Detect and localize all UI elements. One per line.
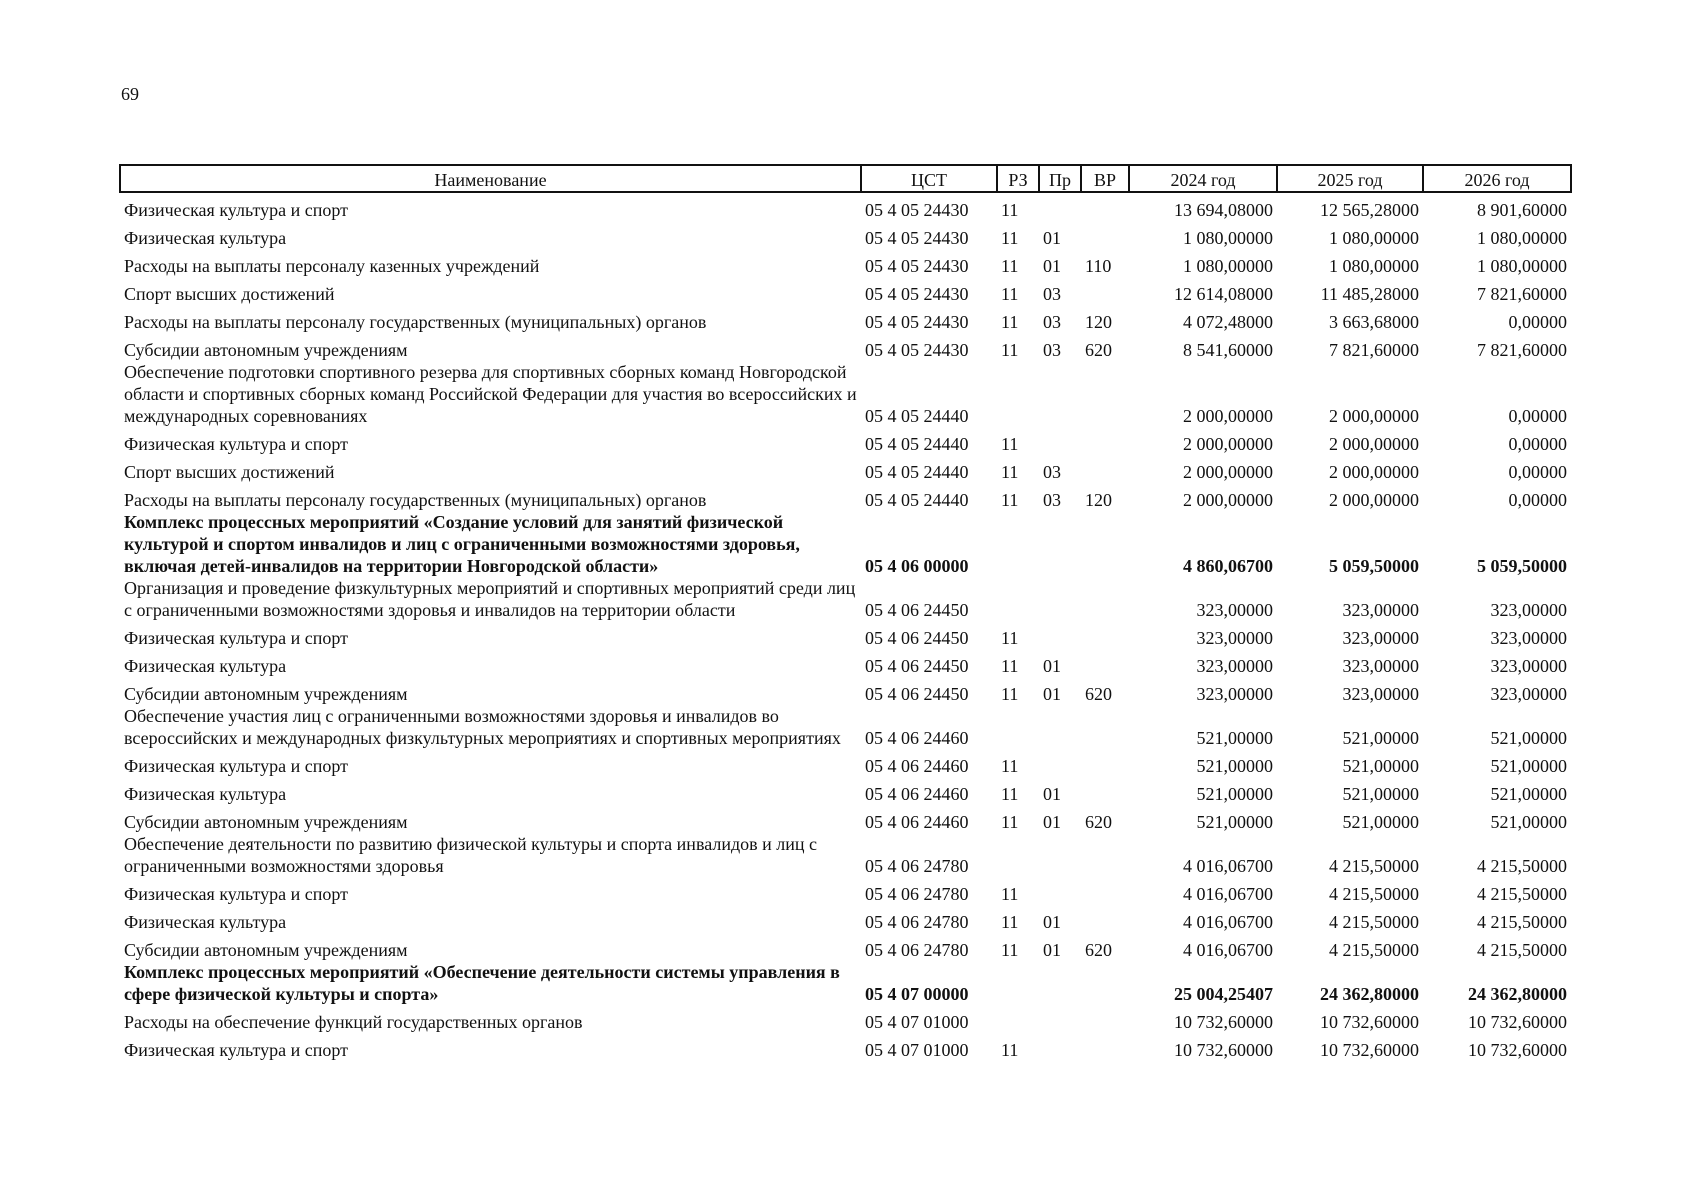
cell-vr — [1081, 1005, 1129, 1033]
cell-name: Спорт высших достижений — [124, 462, 335, 482]
cell-cst: 05 4 06 00000 — [865, 556, 969, 576]
cell-cst: 05 4 06 24780 — [865, 940, 969, 960]
cell-y2026: 0,00000 — [1508, 312, 1567, 332]
cell-vr — [1081, 877, 1129, 905]
cell-cst: 05 4 06 24780 — [865, 912, 969, 932]
cell-name: Расходы на обеспечение функций государственных органов — [124, 1012, 583, 1032]
cell-vr — [1081, 221, 1129, 249]
cell-pr: 01 — [1043, 812, 1061, 832]
table-row — [120, 805, 1571, 833]
cell-name: Физическая культура и спорт — [124, 200, 349, 220]
cell-name: Физическая культура — [124, 228, 287, 248]
cell-cst: 05 4 05 24440 — [865, 462, 969, 482]
cell-vr — [1081, 777, 1129, 805]
cell-y2024: 323,00000 — [1196, 600, 1273, 620]
cell-pr — [1039, 1005, 1081, 1033]
cell-cst: 05 4 05 24440 — [865, 406, 969, 426]
cell-rz: 11 — [1001, 884, 1019, 904]
header-2025: 2025 год — [1277, 165, 1423, 192]
table-row — [120, 361, 1571, 427]
cell-pr: 03 — [1043, 462, 1061, 482]
cell-vr — [1081, 621, 1129, 649]
cell-vr — [1081, 905, 1129, 933]
table-row — [120, 933, 1571, 961]
table-row — [120, 427, 1571, 455]
cell-y2025: 5 059,50000 — [1329, 556, 1419, 576]
cell-y2026: 4 215,50000 — [1477, 884, 1567, 904]
cell-cst: 05 4 06 24450 — [865, 684, 969, 704]
cell-y2025: 2 000,00000 — [1329, 490, 1419, 510]
cell-vr: 620 — [1085, 940, 1112, 960]
cell-y2025: 10 732,60000 — [1320, 1040, 1419, 1060]
cell-y2025: 7 821,60000 — [1329, 340, 1419, 360]
cell-y2026: 323,00000 — [1490, 684, 1567, 704]
cell-y2026: 8 901,60000 — [1477, 200, 1567, 220]
table-row — [120, 777, 1571, 805]
cell-y2024: 1 080,00000 — [1183, 256, 1273, 276]
cell-y2024: 521,00000 — [1196, 728, 1273, 748]
cell-y2024: 323,00000 — [1196, 656, 1273, 676]
cell-rz: 11 — [1001, 1040, 1019, 1060]
cell-pr: 03 — [1043, 340, 1061, 360]
cell-y2026: 24 362,80000 — [1468, 984, 1567, 1004]
cell-name: Расходы на выплаты персоналу государственных (муниципальных) органов — [124, 490, 707, 510]
cell-rz: 11 — [1001, 312, 1019, 332]
cell-rz: 11 — [1001, 256, 1019, 276]
cell-rz: 11 — [1001, 200, 1019, 220]
cell-vr — [1081, 511, 1129, 577]
cell-y2025: 4 215,50000 — [1329, 912, 1419, 932]
cell-y2025: 1 080,00000 — [1329, 228, 1419, 248]
cell-y2024: 2 000,00000 — [1183, 490, 1273, 510]
table-row — [120, 621, 1571, 649]
cell-cst: 05 4 05 24430 — [865, 312, 969, 332]
cell-y2026: 0,00000 — [1508, 434, 1567, 454]
cell-vr — [1081, 1033, 1129, 1061]
cell-cst: 05 4 06 24460 — [865, 812, 969, 832]
cell-name: Организация и проведение физкультурных мероприятий и спортивных мероприятий среди лиц с ограниченными возможностями здоровья и инвалидов на территории области — [124, 578, 856, 620]
cell-name: Комплекс процессных мероприятий «Создание условий для занятий физической культурой и спортом инвалидов и лиц с ограниченными возможностями здоровья, включая детей-инвалидов на территории Новгородской области» — [124, 512, 800, 576]
cell-name: Субсидии автономным учреждениям — [124, 684, 408, 704]
cell-y2026: 323,00000 — [1490, 628, 1567, 648]
cell-pr — [1039, 427, 1081, 455]
cell-y2024: 8 541,60000 — [1183, 340, 1273, 360]
cell-pr: 01 — [1043, 784, 1061, 804]
cell-y2024: 323,00000 — [1196, 684, 1273, 704]
cell-rz: 11 — [1001, 784, 1019, 804]
table-row — [120, 905, 1571, 933]
cell-name: Физическая культура — [124, 912, 287, 932]
cell-name: Обеспечение деятельности по развитию физической культуры и спорта инвалидов и лиц с ограниченными возможностями здоровья — [124, 834, 817, 876]
cell-y2025: 10 732,60000 — [1320, 1012, 1419, 1032]
table-row — [120, 511, 1571, 577]
table-row — [120, 961, 1571, 1005]
cell-pr — [1039, 877, 1081, 905]
table-row — [120, 1005, 1571, 1033]
cell-cst: 05 4 06 24460 — [865, 756, 969, 776]
cell-cst: 05 4 05 24440 — [865, 490, 969, 510]
cell-pr — [1039, 749, 1081, 777]
cell-y2025: 2 000,00000 — [1329, 434, 1419, 454]
cell-y2024: 12 614,08000 — [1174, 284, 1273, 304]
cell-cst: 05 4 06 24460 — [865, 784, 969, 804]
table-row — [120, 677, 1571, 705]
cell-rz: 11 — [1001, 490, 1019, 510]
cell-name: Спорт высших достижений — [124, 284, 335, 304]
cell-vr — [1081, 427, 1129, 455]
cell-rz — [997, 361, 1039, 427]
cell-cst: 05 4 06 24780 — [865, 856, 969, 876]
cell-rz: 11 — [1001, 284, 1019, 304]
cell-y2025: 4 215,50000 — [1329, 884, 1419, 904]
cell-y2025: 2 000,00000 — [1329, 462, 1419, 482]
cell-y2024: 13 694,08000 — [1174, 200, 1273, 220]
cell-y2024: 1 080,00000 — [1183, 228, 1273, 248]
cell-cst: 05 4 06 24450 — [865, 628, 969, 648]
cell-pr: 01 — [1043, 684, 1061, 704]
header-vr: ВР — [1081, 165, 1129, 192]
cell-y2025: 521,00000 — [1342, 784, 1419, 804]
cell-y2025: 323,00000 — [1342, 656, 1419, 676]
table-row — [120, 333, 1571, 361]
cell-name: Физическая культура — [124, 656, 287, 676]
table-header-row — [120, 165, 1571, 192]
cell-rz — [997, 577, 1039, 621]
cell-pr — [1039, 361, 1081, 427]
cell-name: Расходы на выплаты персоналу казенных учреждений — [124, 256, 540, 276]
cell-vr — [1081, 961, 1129, 1005]
cell-vr: 120 — [1085, 312, 1112, 332]
cell-vr: 120 — [1085, 490, 1112, 510]
cell-cst: 05 4 05 24430 — [865, 256, 969, 276]
cell-vr — [1081, 361, 1129, 427]
cell-name: Физическая культура и спорт — [124, 884, 349, 904]
cell-pr: 03 — [1043, 312, 1061, 332]
cell-pr — [1039, 577, 1081, 621]
cell-y2024: 4 016,06700 — [1183, 940, 1273, 960]
cell-rz: 11 — [1001, 628, 1019, 648]
cell-pr: 01 — [1043, 228, 1061, 248]
cell-name: Физическая культура — [124, 784, 287, 804]
table-row — [120, 649, 1571, 677]
cell-vr — [1081, 192, 1129, 221]
table-row — [120, 249, 1571, 277]
cell-y2024: 10 732,60000 — [1174, 1012, 1273, 1032]
cell-y2026: 323,00000 — [1490, 656, 1567, 676]
header-2024: 2024 год — [1129, 165, 1277, 192]
table-row — [120, 192, 1571, 221]
cell-name: Физическая культура и спорт — [124, 756, 349, 776]
cell-pr: 01 — [1043, 256, 1061, 276]
table-row — [120, 705, 1571, 749]
cell-y2026: 10 732,60000 — [1468, 1040, 1567, 1060]
cell-name: Субсидии автономным учреждениям — [124, 940, 408, 960]
cell-vr — [1081, 749, 1129, 777]
header-rz: РЗ — [997, 165, 1039, 192]
cell-rz: 11 — [1001, 434, 1019, 454]
cell-cst: 05 4 05 24430 — [865, 228, 969, 248]
cell-cst: 05 4 07 00000 — [865, 984, 969, 1004]
cell-y2026: 323,00000 — [1490, 600, 1567, 620]
table-row — [120, 1033, 1571, 1061]
cell-y2025: 24 362,80000 — [1320, 984, 1419, 1004]
cell-y2025: 323,00000 — [1342, 684, 1419, 704]
cell-y2024: 521,00000 — [1196, 812, 1273, 832]
cell-name: Субсидии автономным учреждениям — [124, 812, 408, 832]
cell-y2026: 1 080,00000 — [1477, 256, 1567, 276]
cell-y2024: 2 000,00000 — [1183, 462, 1273, 482]
cell-pr — [1039, 192, 1081, 221]
cell-pr — [1039, 1033, 1081, 1061]
cell-rz: 11 — [1001, 340, 1019, 360]
cell-pr — [1039, 511, 1081, 577]
cell-cst: 05 4 06 24780 — [865, 884, 969, 904]
header-name: Наименование — [120, 165, 861, 192]
cell-pr: 01 — [1043, 912, 1061, 932]
cell-y2025: 11 485,28000 — [1320, 284, 1419, 304]
cell-y2026: 521,00000 — [1490, 784, 1567, 804]
cell-cst: 05 4 07 01000 — [865, 1012, 969, 1032]
header-cst: ЦСТ — [861, 165, 997, 192]
cell-rz: 11 — [1001, 462, 1019, 482]
cell-y2026: 10 732,60000 — [1468, 1012, 1567, 1032]
cell-cst: 05 4 06 24450 — [865, 600, 969, 620]
cell-rz — [997, 705, 1039, 749]
header-pr: Пр — [1039, 165, 1081, 192]
cell-vr — [1081, 577, 1129, 621]
cell-y2026: 521,00000 — [1490, 756, 1567, 776]
cell-cst: 05 4 05 24430 — [865, 284, 969, 304]
cell-name: Физическая культура и спорт — [124, 434, 349, 454]
header-2026: 2026 год — [1423, 165, 1571, 192]
cell-y2025: 1 080,00000 — [1329, 256, 1419, 276]
cell-y2024: 2 000,00000 — [1183, 434, 1273, 454]
cell-pr: 03 — [1043, 284, 1061, 304]
cell-name: Субсидии автономным учреждениям — [124, 340, 408, 360]
cell-rz: 11 — [1001, 656, 1019, 676]
cell-y2024: 521,00000 — [1196, 756, 1273, 776]
cell-pr: 03 — [1043, 490, 1061, 510]
cell-name: Расходы на выплаты персоналу государственных (муниципальных) органов — [124, 312, 707, 332]
cell-y2025: 4 215,50000 — [1329, 856, 1419, 876]
cell-y2025: 323,00000 — [1342, 600, 1419, 620]
cell-y2026: 4 215,50000 — [1477, 912, 1567, 932]
table-body — [120, 192, 1571, 1061]
cell-y2026: 521,00000 — [1490, 812, 1567, 832]
cell-rz — [997, 833, 1039, 877]
cell-vr: 620 — [1085, 340, 1112, 360]
cell-name: Физическая культура и спорт — [124, 1040, 349, 1060]
cell-rz: 11 — [1001, 912, 1019, 932]
cell-cst: 05 4 07 01000 — [865, 1040, 969, 1060]
cell-y2026: 0,00000 — [1508, 406, 1567, 426]
cell-rz: 11 — [1001, 756, 1019, 776]
cell-y2026: 0,00000 — [1508, 462, 1567, 482]
cell-y2024: 4 016,06700 — [1183, 884, 1273, 904]
cell-pr: 01 — [1043, 940, 1061, 960]
cell-y2025: 4 215,50000 — [1329, 940, 1419, 960]
cell-y2024: 2 000,00000 — [1183, 406, 1273, 426]
cell-y2025: 3 663,68000 — [1329, 312, 1419, 332]
cell-vr — [1081, 455, 1129, 483]
cell-vr: 110 — [1085, 256, 1112, 276]
cell-y2026: 4 215,50000 — [1477, 940, 1567, 960]
cell-y2024: 10 732,60000 — [1174, 1040, 1273, 1060]
cell-y2024: 4 072,48000 — [1183, 312, 1273, 332]
cell-y2025: 323,00000 — [1342, 628, 1419, 648]
cell-y2025: 12 565,28000 — [1320, 200, 1419, 220]
cell-y2024: 521,00000 — [1196, 784, 1273, 804]
cell-cst: 05 4 06 24460 — [865, 728, 969, 748]
table-row — [120, 277, 1571, 305]
table-row — [120, 749, 1571, 777]
cell-cst: 05 4 05 24430 — [865, 340, 969, 360]
cell-y2025: 521,00000 — [1342, 756, 1419, 776]
cell-vr — [1081, 833, 1129, 877]
table-row — [120, 221, 1571, 249]
cell-name: Обеспечение подготовки спортивного резерва для спортивных сборных команд Новгородской области и спортивных сборных команд Российской Федерации для участия во всероссийских и международных соревнованиях — [124, 362, 857, 426]
cell-y2026: 1 080,00000 — [1477, 228, 1567, 248]
cell-rz: 11 — [1001, 228, 1019, 248]
cell-y2025: 521,00000 — [1342, 812, 1419, 832]
cell-cst: 05 4 06 24450 — [865, 656, 969, 676]
cell-pr — [1039, 705, 1081, 749]
cell-y2026: 7 821,60000 — [1477, 340, 1567, 360]
table-row — [120, 577, 1571, 621]
table-row — [120, 483, 1571, 511]
cell-name: Обеспечение участия лиц с ограниченными возможностями здоровья и инвалидов во всероссийских и международных физкультурных мероприятиях и спортивных мероприятиях — [124, 706, 841, 748]
cell-rz: 11 — [1001, 812, 1019, 832]
table-row — [120, 833, 1571, 877]
cell-y2026: 521,00000 — [1490, 728, 1567, 748]
cell-y2026: 5 059,50000 — [1477, 556, 1567, 576]
cell-y2026: 4 215,50000 — [1477, 856, 1567, 876]
cell-y2024: 4 016,06700 — [1183, 912, 1273, 932]
cell-rz: 11 — [1001, 684, 1019, 704]
cell-pr — [1039, 961, 1081, 1005]
table-row — [120, 305, 1571, 333]
cell-vr — [1081, 705, 1129, 749]
cell-y2026: 7 821,60000 — [1477, 284, 1567, 304]
table-row — [120, 455, 1571, 483]
cell-y2024: 4 016,06700 — [1183, 856, 1273, 876]
cell-y2024: 323,00000 — [1196, 628, 1273, 648]
budget-table — [119, 164, 1572, 1061]
page-number: 69 — [121, 84, 139, 104]
cell-name: Комплекс процессных мероприятий «Обеспечение деятельности системы управления в сфере физической культуры и спорта» — [124, 962, 840, 1004]
cell-y2026: 0,00000 — [1508, 490, 1567, 510]
cell-y2024: 25 004,25407 — [1174, 984, 1273, 1004]
cell-pr: 01 — [1043, 656, 1061, 676]
table-row — [120, 877, 1571, 905]
cell-y2024: 4 860,06700 — [1183, 556, 1273, 576]
cell-vr: 620 — [1085, 684, 1112, 704]
cell-y2025: 2 000,00000 — [1329, 406, 1419, 426]
cell-vr — [1081, 649, 1129, 677]
cell-cst: 05 4 05 24430 — [865, 200, 969, 220]
cell-rz — [997, 511, 1039, 577]
cell-y2025: 521,00000 — [1342, 728, 1419, 748]
cell-rz: 11 — [1001, 940, 1019, 960]
cell-name: Физическая культура и спорт — [124, 628, 349, 648]
cell-rz — [997, 961, 1039, 1005]
cell-rz — [997, 1005, 1039, 1033]
cell-vr: 620 — [1085, 812, 1112, 832]
cell-cst: 05 4 05 24440 — [865, 434, 969, 454]
cell-pr — [1039, 833, 1081, 877]
cell-vr — [1081, 277, 1129, 305]
cell-pr — [1039, 621, 1081, 649]
